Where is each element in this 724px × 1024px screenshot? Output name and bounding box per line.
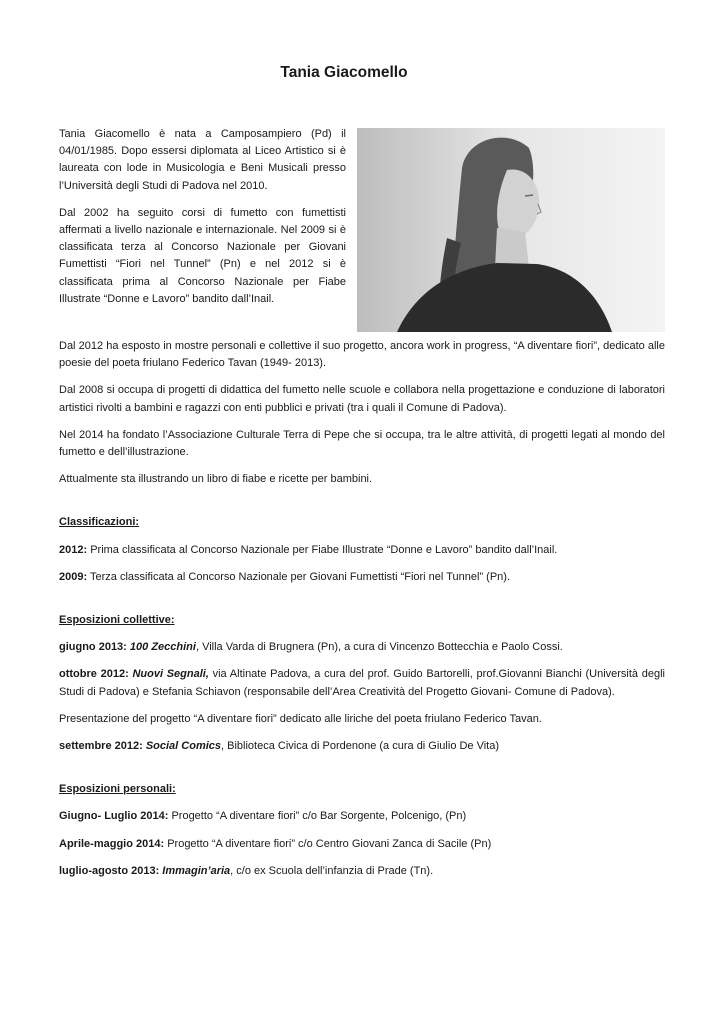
collettiva-item: Presentazione del progetto “A diventare fiori” dedicato alle liriche del poeta friulano Federico Tavan.: [59, 712, 542, 725]
classificazione-item: 2009: Terza classificata al Concorso Nazionale per Giovani Fumettisti “Fiori nel Tunnel” (Pn).: [59, 570, 510, 583]
collettiva-item: giugno 2013: 100 Zecchini, Villa Varda di Brugnera (Pn), a cura di Vincenzo Bottecchia e Paolo Cossi.: [59, 641, 563, 654]
personale-item: Aprile-maggio 2014: Progetto “A diventare fiori” c/o Centro Giovani Zanca di Sacile (Pn): [59, 837, 492, 850]
intro-paragraph-1: Tania Giacomello è nata a Camposampiero (Pd) il 04/01/1985. Dopo essersi diplomata al Liceo Artistico si è laureata con lode in Musicologia e Beni Musicali presso l’Università degli Studi di Padova nel 2010.: [59, 128, 346, 192]
classificazione-item: 2012: Prima classificata al Concorso Nazionale per Fiabe Illustrate “Donne e Lavoro” bandito dall’Inail.: [59, 543, 558, 556]
collettiva-item: settembre 2012: Social Comics, Biblioteca Civica di Pordenone (a cura di Giulio De Vita): [59, 740, 500, 753]
main-content: [59, 338, 665, 890]
page-title: Tania Giacomello: [280, 64, 408, 81]
intro-text: [59, 126, 346, 318]
bio-paragraph-2: Dal 2008 si occupa di progetti di didattica del fumetto nelle scuole e collabora nella progettazione e conduzione di laboratori artistici rivolti a bambini e ragazzi con enti pubblici e privati (tra i quali il Comune di Padova).: [59, 384, 665, 414]
personale-item: Giugno- Luglio 2014: Progetto “A diventare fiori” c/o Bar Sorgente, Polcenigo, (Pn): [59, 810, 467, 823]
bio-paragraph-4: Attualmente sta illustrando un libro di fiabe e ricette per bambini.: [59, 473, 373, 486]
collettiva-item: ottobre 2012: Nuovi Segnali, via Altinate Padova, a cura del prof. Guido Bartorelli, prof.Giovanni Bianchi (Università degli Studi di Padova) e Stefania Schiavon (responsabile dell’Area Creatività del Progetto Giovani- Comune di Padova).: [59, 668, 665, 698]
portrait-photo: [357, 128, 665, 332]
personale-item: luglio-agosto 2013: Immagin’aria, c/o ex Scuola dell’infanzia di Prade (Tn).: [59, 864, 434, 877]
bio-paragraph-3: Nel 2014 ha fondato l’Associazione Culturale Terra di Pepe che si occupa, tra le altre attività, di progetti legati al mondo del fumetto e dell’illustrazione.: [59, 428, 665, 459]
intro-paragraph-2: Dal 2002 ha seguito corsi di fumetto con fumettisti affermati a livello nazionale e internazionale. Nel 2009 si è classificata terza al Concorso Nazionale per Giovani Fumettisti “Fiori nel Tunnel” (Pn) e nel 2012 si è classificata prima al Concorso Nazionale per Fiabe Illustrate “Donne e Lavoro” bandito dall’Inail.: [59, 206, 346, 305]
personali-heading: Esposizioni personali:: [59, 783, 176, 796]
collettive-heading: Esposizioni collettive:: [59, 614, 175, 627]
portrait-image: [357, 128, 665, 332]
bio-paragraph-1: Dal 2012 ha esposto in mostre personali e collettive il suo progetto, ancora work in progress, “A diventare fiori”, dedicato alle poesie del poeta friulano Federico Tavan (1949- 2013).: [59, 340, 665, 370]
classificazioni-heading: Classificazioni:: [59, 516, 140, 529]
